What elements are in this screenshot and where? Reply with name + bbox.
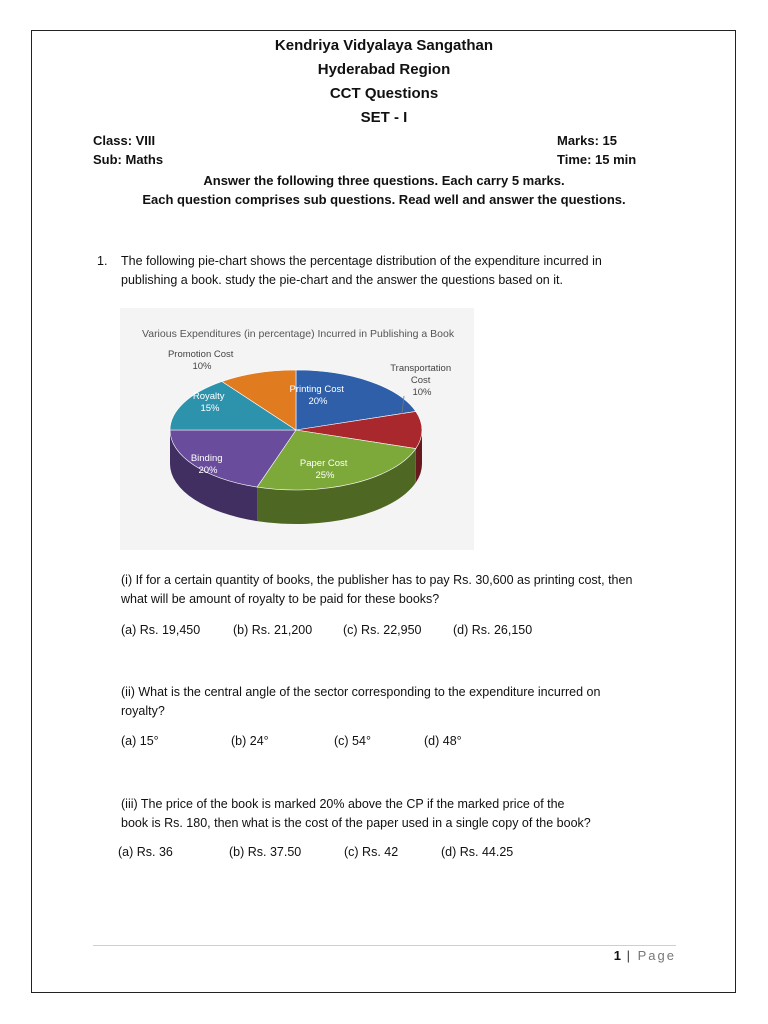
label-paper: Paper Cost 25% <box>299 458 348 481</box>
marks-label: Marks: 15 <box>557 133 617 148</box>
subquestion-3-option-b: (b) Rs. 37.50 <box>229 845 302 859</box>
subquestion-1-option-c: (c) Rs. 22,950 <box>343 623 422 637</box>
subquestion-2-option-b: (b) 24° <box>231 734 269 748</box>
question-text-line-2: publishing a book. study the pie-chart and the answer the questions based on it. <box>121 273 563 287</box>
region-name: Hyderabad Region <box>317 61 451 78</box>
label-royalty: Royalty 15% <box>192 391 225 414</box>
page-footer <box>614 948 676 963</box>
subquestion-1-line-1: (i) If for a certain quantity of books, the publisher has to pay Rs. 30,600 as printing cost, then <box>121 573 633 587</box>
footer-rule <box>93 945 676 946</box>
subquestion-1-line-2: what will be amount of royalty to be paid for these books? <box>121 592 440 606</box>
footer-separator: | <box>626 948 632 963</box>
time-label: Time: 15 min <box>557 152 637 167</box>
subquestion-1-option-b: (b) Rs. 21,200 <box>233 623 313 637</box>
question-text-line-1: The following pie-chart shows the percentage distribution of the expenditure incurred in <box>121 254 602 268</box>
label-transport: Transportation Cost 10% <box>390 363 452 398</box>
subquestion-2-line-1: (ii) What is the central angle of the sector corresponding to the expenditure incurred on <box>121 685 601 699</box>
subquestion-3-line-1: (iii) The price of the book is marked 20% above the CP if the marked price of the <box>121 797 565 811</box>
subquestion-3-option-c: (c) Rs. 42 <box>344 845 399 859</box>
subquestion-3-line-2: book is Rs. 180, then what is the cost of the paper used in a single copy of the book? <box>121 816 591 830</box>
subquestion-2-option-a: (a) 15° <box>121 734 159 748</box>
subquestion-2-line-2: royalty? <box>121 704 165 718</box>
question-number: 1. <box>97 254 108 268</box>
label-promotion: Promotion Cost 10% <box>167 349 234 372</box>
subject-label: Sub: Maths <box>93 152 164 167</box>
subquestion-1-option-a: (a) Rs. 19,450 <box>121 623 201 637</box>
subquestion-2-option-c: (c) 54° <box>334 734 371 748</box>
document-title: CCT Questions <box>329 85 439 102</box>
page-label: Page <box>637 948 676 963</box>
subquestion-3-option-d: (d) Rs. 44.25 <box>441 845 514 859</box>
subquestion-3-option-a: (a) Rs. 36 <box>118 845 173 859</box>
class-label: Class: VIII <box>93 133 156 148</box>
label-printing: Printing Cost 20% <box>289 384 344 407</box>
set-label: SET - I <box>360 109 408 126</box>
chart-title: Various Expenditures (in percentage) Incurred in Publishing a Book <box>142 328 455 340</box>
subquestion-1-option-d: (d) Rs. 26,150 <box>453 623 533 637</box>
page-number: 1 <box>613 948 621 963</box>
instruction-line-1: Answer the following three questions. Each carry 5 marks. <box>203 173 565 188</box>
pie-chart <box>120 308 474 550</box>
org-name: Kendriya Vidyalaya Sangathan <box>274 37 494 54</box>
subquestion-2-option-d: (d) 48° <box>424 734 462 748</box>
instruction-line-2: Each question comprises sub questions. Read well and answer the questions. <box>142 192 626 207</box>
label-binding: Binding 20% <box>190 453 223 476</box>
